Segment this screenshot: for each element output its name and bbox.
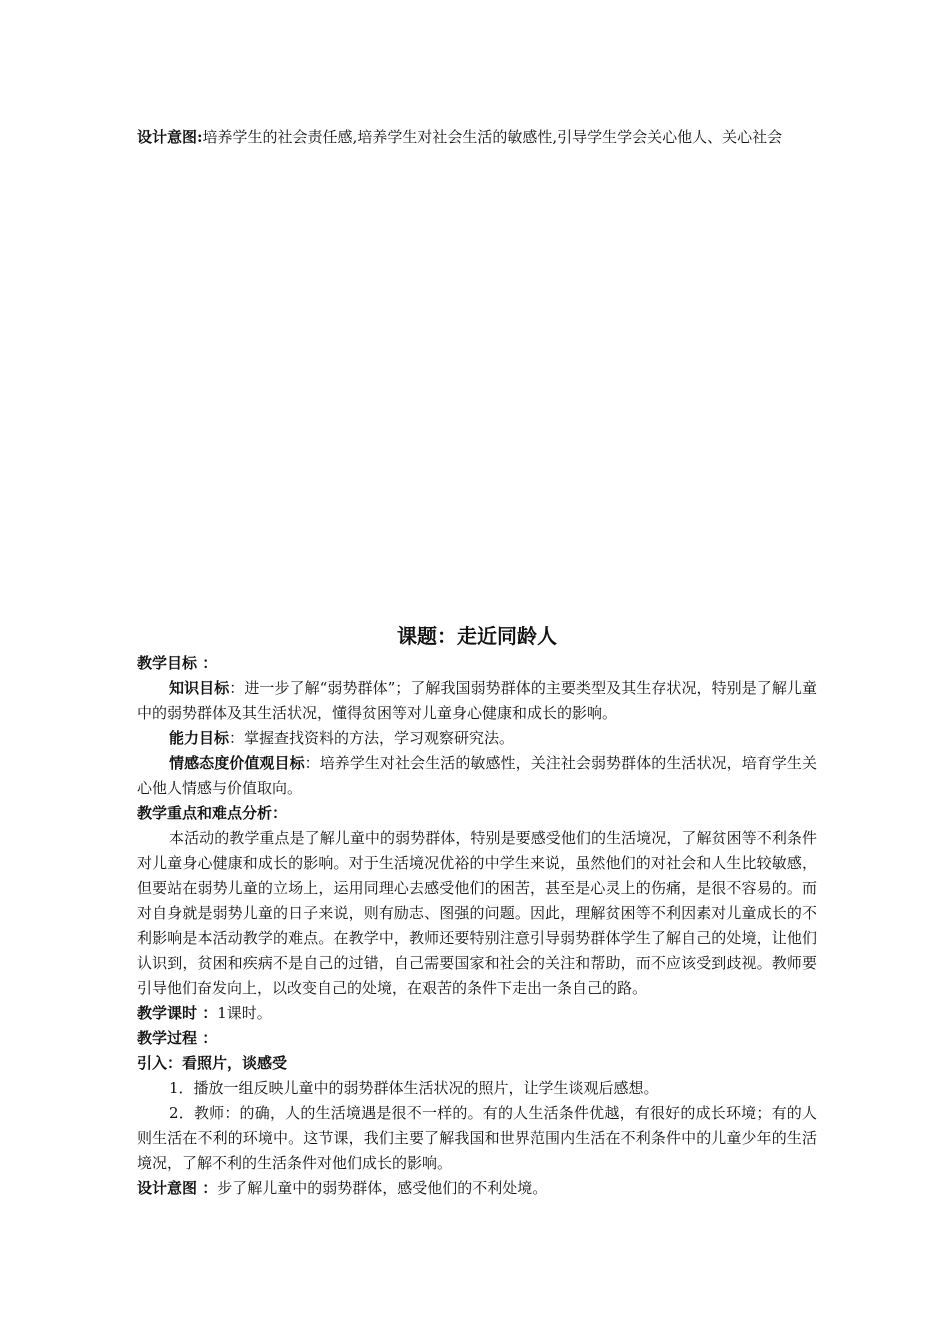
ability-objective-text: ：掌握查找资料的方法，学习观察研究法。 xyxy=(229,729,515,747)
intro-heading: 引入：看照片，谈感受 xyxy=(137,1054,288,1072)
ability-objective-label: 能力目标 xyxy=(169,729,230,747)
design-intent-bottom-text: 步了解儿童中的弱势群体，感受他们的不利处境。 xyxy=(217,1179,548,1197)
design-intent-text: 培养学生的社会责任感,培养学生对社会生活的敏感性,引导学生学会关心他人、关心社会 xyxy=(202,128,783,146)
emotion-objective-label: 情感态度价值观目标 xyxy=(169,754,305,772)
lesson-hours-label: 教学课时 ： xyxy=(137,1004,218,1022)
emotion-objective xyxy=(137,751,817,801)
objectives-heading: 教学目标 ： xyxy=(137,654,218,672)
knowledge-objective xyxy=(137,676,817,726)
key-points-text: 本活动的教学重点是了解儿童中的弱势群体，特别是要感受他们的生活境况，了解贫困等不利条件对儿童身心健康和成长的影响。对于生活境况优裕的中学生来说，虽然他们的对社会和人生比较敏感，但要站在弱势儿童的立场上，运用同理心去感受他们的困苦，甚至是心灵上的伤痛，是很不容易的。而对自身就是弱势儿童的日子来说，则有励志、图强的问题。因此，理解贫困等不利因素对儿童成长的不利影响是本活动教学的难点。在教学中，教师还要特别注意引导弱势群体学生了解自己的处境，让他们认识到，贫困和疾病不是自己的过错，自己需要国家和社会的关注和帮助，而不应该受到歧视。教师要引导他们奋发向上，以改变自己的处境，在艰苦的条件下走出一条自己的路。 xyxy=(137,829,817,997)
top-design-intent xyxy=(137,125,817,150)
process-heading: 教学过程 ： xyxy=(137,1029,218,1047)
process-step-1: 1．播放一组反映儿童中的弱势群体生活状况的照片，让学生谈观后感想。 xyxy=(169,1079,659,1097)
emotion-objective-text: ：培养学生对社会生活的敏感性，关注社会弱势群体的生活状况，培育学生关心他人情感与价值取向。 xyxy=(137,754,817,797)
page-title: 课题：走近同龄人 xyxy=(397,624,557,648)
key-points-heading: 教学重点和难点分析： xyxy=(137,804,288,822)
lesson-hours xyxy=(137,1001,817,1026)
ability-objective xyxy=(137,726,817,751)
design-intent-bottom-label: 设计意图 ： xyxy=(137,1179,218,1197)
knowledge-objective-label: 知识目标 xyxy=(169,679,230,697)
design-intent-label: 设计意图: xyxy=(137,128,203,146)
knowledge-objective-text: ：进一步了解“弱势群体”；了解我国弱势群体的主要类型及其生存状况，特别是了解儿童中的弱势群体及其生活状况，懂得贫困等对儿童身心健康和成长的影响。 xyxy=(137,679,817,722)
process-step-2: 2．教师：的确，人的生活境遇是很不一样的。有的人生活条件优越，有很好的成长环境；有的人则生活在不利的环境中。这节课，我们主要了解我国和世界范围内生活在不利条件中的儿童少年的生活境况，了解不利的生活条件对他们成长的影响。 xyxy=(137,1104,817,1172)
design-intent-bottom xyxy=(137,1176,817,1201)
lesson-hours-text: 1课时。 xyxy=(217,1004,272,1022)
lesson-body xyxy=(137,651,817,1201)
